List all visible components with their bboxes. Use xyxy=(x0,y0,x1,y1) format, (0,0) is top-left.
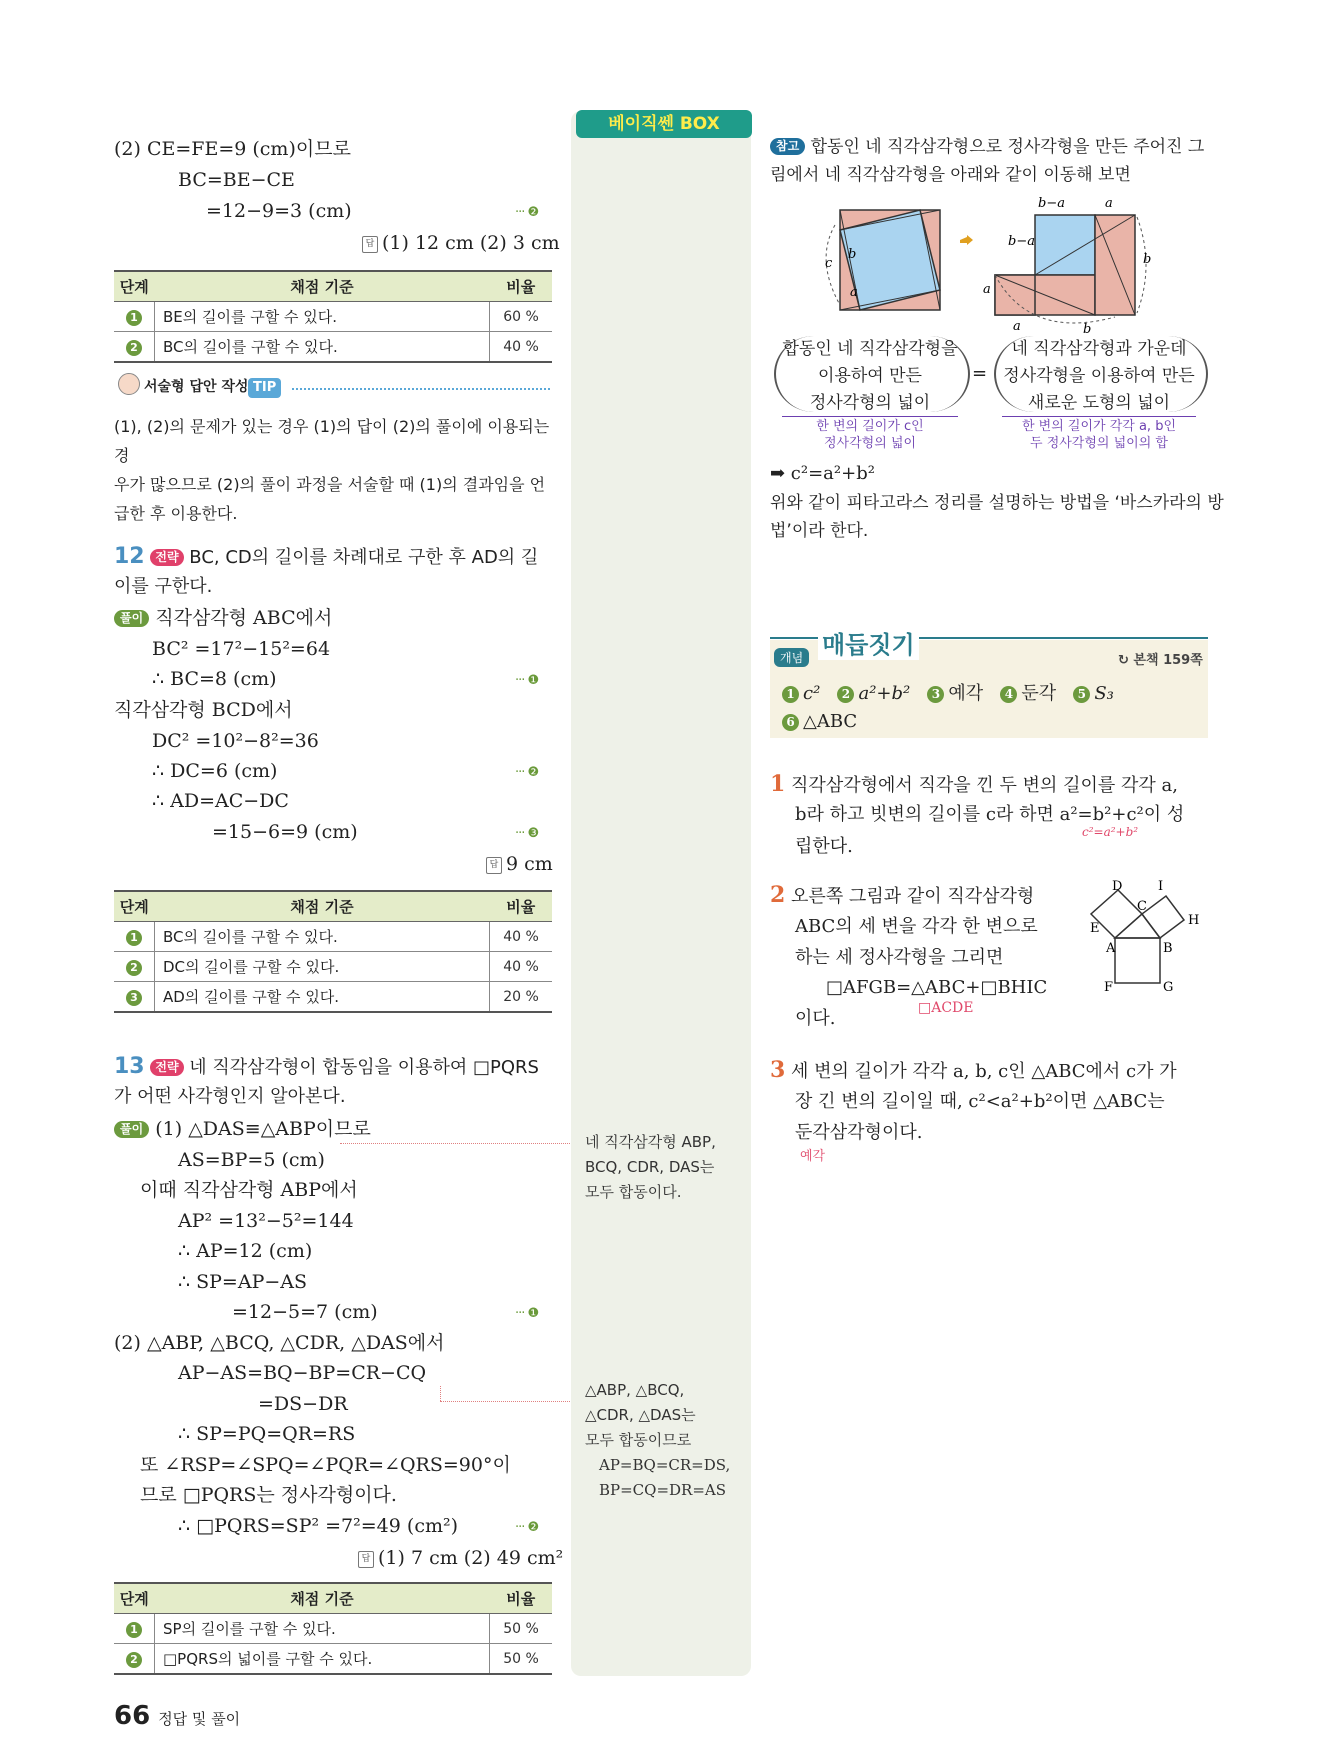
ref-text-3: 위와 같이 피타고라스 정리를 설명하는 방법을 ‘바스카라의 방 xyxy=(770,493,1224,513)
ref-text-4: 법’이라 한다. xyxy=(770,521,869,541)
side-box-title: 베이직쎈 BOX xyxy=(576,110,752,138)
q12-answer-text: 9 cm xyxy=(506,853,553,875)
q13-answer xyxy=(358,1546,563,1570)
under-left-line: 한 변의 길이가 c인 xyxy=(816,419,924,434)
item2-line1 xyxy=(770,880,1034,912)
tip-text-3: 급한 후 이용한다. xyxy=(114,504,238,523)
table-row xyxy=(114,952,552,982)
label-a: a xyxy=(1013,319,1021,334)
bhaskara-figure xyxy=(815,195,1165,335)
ref-result: ➡ c²=a²+b² xyxy=(770,463,875,484)
squares-figure xyxy=(1090,870,1220,995)
q13-line7: =12−5=7 (cm) xyxy=(232,1301,378,1323)
q12-line6: ∴ DC=6 (cm) xyxy=(152,760,278,782)
q12-line5: DC² =10²−8²=36 xyxy=(152,730,319,752)
q12-line4: 직각삼각형 BCD에서 xyxy=(114,699,293,721)
q13-line8: (2) △ABP, △BCQ, △CDR, △DAS에서 xyxy=(114,1332,445,1354)
criterion: AD의 길이를 구할 수 있다. xyxy=(155,982,490,1013)
table-row xyxy=(114,332,552,363)
side-note-1-line: 네 직각삼각형 ABP, xyxy=(585,1133,716,1151)
step-number: 2 xyxy=(126,960,142,976)
ratio: 50 % xyxy=(490,1614,553,1644)
item2-line5: 이다. xyxy=(795,1008,836,1029)
item2-line4: □AFGB=△ABC+□BHIC xyxy=(826,977,1048,998)
side-note-2-line: AP=BQ=CR=DS, xyxy=(599,1456,731,1474)
q11-line3: =12−9=3 (cm) xyxy=(206,200,352,222)
q11-line2: BC=BE−CE xyxy=(178,169,295,191)
th-ratio: 비율 xyxy=(490,891,553,922)
criteria-table-2 xyxy=(114,890,552,1013)
underline xyxy=(1002,416,1196,417)
page-footer xyxy=(114,1701,240,1731)
criteria-table-1 xyxy=(114,270,552,363)
concept-answers: 1 c² 2 a²+b² 3 예각 4 둔각 5 S₃ 6 △ABC xyxy=(782,680,1202,736)
footer-label: 정답 및 풀이 xyxy=(158,1710,241,1728)
table-row xyxy=(114,982,552,1013)
q13-line10: =DS−DR xyxy=(258,1393,348,1415)
connector-line xyxy=(340,1143,570,1144)
label-H: H xyxy=(1188,913,1200,928)
side-note-2-line: BP=CQ=DR=AS xyxy=(599,1481,727,1499)
concept-answer: c² xyxy=(803,683,821,704)
item1-line2: b라 하고 빗변의 길이를 c라 하면 a²=b²+c²이 성 xyxy=(795,804,1185,825)
ref-text-2: 림에서 네 직각삼각형을 아래와 같이 이동해 보면 xyxy=(770,165,1131,185)
concept-ref-text: 본책 159쪽 xyxy=(1133,653,1203,668)
q11-line1: (2) CE=FE=9 (cm)이므로 xyxy=(114,138,351,160)
tip-text-1: (1), (2)의 문제가 있는 경우 (1)의 답이 (2)의 풀이에 이용되는 경 xyxy=(114,417,550,465)
q13-line2: AS=BP=5 (cm) xyxy=(178,1149,325,1171)
q13-line12: 또 ∠RSP=∠SPQ=∠PQR=∠QRS=90°이 xyxy=(140,1454,511,1476)
criterion: DC의 길이를 구할 수 있다. xyxy=(155,952,490,982)
item2-number: 2 xyxy=(770,882,786,908)
tip-divider xyxy=(292,388,550,390)
eq-right xyxy=(994,336,1204,417)
answer-icon: 답 xyxy=(486,857,502,874)
eq-sign: = xyxy=(972,363,988,384)
answer-icon: 답 xyxy=(362,236,378,253)
item3-number: 3 xyxy=(770,1057,786,1083)
table-row xyxy=(114,922,552,952)
ratio: 60 % xyxy=(490,302,553,332)
under-right xyxy=(994,418,1204,452)
tip-text xyxy=(114,412,554,528)
step-number: 1 xyxy=(126,310,142,326)
item3-line2: 장 긴 변의 길이일 때, c²<a²+b²이면 △ABC는 xyxy=(795,1091,1165,1112)
under-right-line: 두 정사각형의 넓이의 합 xyxy=(1030,436,1168,451)
label-B: B xyxy=(1163,941,1173,956)
q12-mark-3: ··· ❸ xyxy=(515,826,539,841)
q13-mark-2: ··· ❷ xyxy=(515,1520,539,1535)
eq-right-line: 정사각형을 이용하여 만든 xyxy=(1003,366,1195,386)
label-I: I xyxy=(1158,879,1164,894)
item2-line2: ABC의 세 변을 각각 한 변으로 xyxy=(795,916,1038,937)
q13-line13: 므로 □PQRS는 정사각형이다. xyxy=(140,1484,397,1506)
label-a: a xyxy=(1105,196,1113,211)
q12-mark-1: ··· ❶ xyxy=(515,673,539,688)
under-left xyxy=(774,418,966,452)
step-number: 1 xyxy=(126,930,142,946)
concept-answer: △ABC xyxy=(803,711,858,732)
q12-line3: ∴ BC=8 (cm) xyxy=(152,668,277,690)
item1-l1: 직각삼각형에서 직각을 낀 두 변의 길이를 각각 a, xyxy=(791,775,1178,796)
item3-line3: 둔각삼각형이다. xyxy=(795,1122,923,1143)
side-note-2-line: △CDR, △DAS는 xyxy=(585,1406,696,1424)
tip-badge: TIP xyxy=(248,378,281,398)
refresh-icon: ↻ xyxy=(1118,653,1134,668)
th-step: 단계 xyxy=(114,1583,155,1614)
ref-tag: 참고 xyxy=(770,138,805,155)
q13-mark-1: ··· ❶ xyxy=(515,1306,539,1321)
label-a: a xyxy=(983,282,991,297)
solution-tag: 풀이 xyxy=(114,610,149,627)
item3-l1: 세 변의 길이가 각각 a, b, c인 △ABC에서 c가 가 xyxy=(791,1061,1177,1082)
eq-left-line: 정사각형의 넓이 xyxy=(809,393,931,413)
table-row xyxy=(114,1644,552,1675)
underline xyxy=(782,416,958,417)
q12-number: 12 xyxy=(114,544,145,569)
q13-line1 xyxy=(114,1117,371,1141)
q13-line9: AP−AS=BQ−BP=CR−CQ xyxy=(178,1362,427,1384)
q12-l1: 직각삼각형 ABC에서 xyxy=(155,607,333,629)
concept-ref xyxy=(1118,649,1203,668)
th-crit: 채점 기준 xyxy=(155,271,490,302)
item2-l1: 오른쪽 그림과 같이 직각삼각형 xyxy=(791,886,1035,907)
connector-line xyxy=(440,1401,570,1402)
label-D: D xyxy=(1112,879,1123,894)
under-right-line: 한 변의 길이가 각각 a, b인 xyxy=(1021,419,1177,434)
q12-answer xyxy=(486,852,553,876)
q12-strategy xyxy=(114,545,538,570)
side-note-2-line: △ABP, △BCQ, xyxy=(585,1381,685,1399)
eq-right-line: 새로운 도형의 넓이 xyxy=(1027,393,1171,413)
th-step: 단계 xyxy=(114,271,155,302)
under-left-line: 정사각형의 넓이 xyxy=(823,436,917,451)
concept-tag: 개념 xyxy=(774,648,809,667)
table-row xyxy=(114,1614,552,1644)
label-A: A xyxy=(1106,941,1116,956)
criteria-table-3 xyxy=(114,1582,552,1675)
th-ratio: 비율 xyxy=(490,271,553,302)
item2-correction: □ACDE xyxy=(918,1000,974,1016)
step-number: 2 xyxy=(126,340,142,356)
ratio: 40 % xyxy=(490,332,553,363)
step-number: 2 xyxy=(126,1652,142,1668)
q11-answer xyxy=(362,231,560,255)
label-b: b xyxy=(848,247,857,262)
side-note-1-line: BCQ, CDR, DAS는 xyxy=(585,1158,715,1176)
item1-line1 xyxy=(770,769,1178,801)
connector-line xyxy=(440,1386,441,1401)
label-b-minus-a: b−a xyxy=(1008,234,1035,249)
label-b: b xyxy=(1143,252,1152,267)
page-number: 66 xyxy=(114,1701,151,1731)
concept-answer: S₃ xyxy=(1094,683,1114,704)
q11-mark: ··· ❷ xyxy=(515,205,539,220)
q13-strategy xyxy=(114,1055,539,1080)
concept-answer: 예각 xyxy=(948,683,984,704)
solution-tag: 풀이 xyxy=(114,1121,149,1138)
eq-right-line: 네 직각삼각형과 가운데 xyxy=(1011,339,1187,359)
q13-l1: (1) △DAS≡△ABP이므로 xyxy=(155,1118,371,1140)
q12-line8: =15−6=9 (cm) xyxy=(212,821,358,843)
q13-line5: ∴ AP=12 (cm) xyxy=(178,1240,313,1262)
q11-answer-text: (1) 12 cm (2) 3 cm xyxy=(382,232,560,254)
concept-answer: a²+b² xyxy=(858,683,911,704)
side-note-2 xyxy=(585,1378,730,1503)
item1-number: 1 xyxy=(770,771,786,797)
ref-text-1-body: 합동인 네 직각삼각형으로 정사각형을 만든 주어진 그 xyxy=(810,137,1205,157)
th-crit: 채점 기준 xyxy=(155,1583,490,1614)
side-note-2-line: 모두 합동이므로 xyxy=(585,1431,692,1449)
q13-strategy-1: 네 직각삼각형이 합동임을 이용하여 □PQRS xyxy=(189,1057,539,1078)
q12-mark-2: ··· ❷ xyxy=(515,765,539,780)
item2-line3: 하는 세 정사각형을 그리면 xyxy=(795,947,1004,968)
th-ratio: 비율 xyxy=(490,1583,553,1614)
criterion: BE의 길이를 구할 수 있다. xyxy=(155,302,490,332)
q12-strategy-2: 이를 구한다. xyxy=(114,576,213,597)
concept-title: 매듭짓기 xyxy=(818,625,919,660)
tip-mascot-icon xyxy=(118,373,140,395)
q13-number: 13 xyxy=(114,1054,145,1079)
q13-line14: ∴ □PQRS=SP² =7²=49 (cm²) xyxy=(178,1515,458,1537)
criterion: SP의 길이를 구할 수 있다. xyxy=(155,1614,490,1644)
tip-label: 서술형 답안 작성 xyxy=(144,379,249,395)
step-number: 3 xyxy=(126,990,142,1006)
strategy-tag: 전략 xyxy=(150,549,183,566)
q12-line7: ∴ AD=AC−DC xyxy=(152,790,289,812)
concept-answer: 둔각 xyxy=(1021,683,1057,704)
side-note-1-line: 모두 합동이다. xyxy=(585,1183,682,1201)
label-a: a xyxy=(850,285,858,300)
answer-icon: 답 xyxy=(358,1551,374,1568)
ratio: 40 % xyxy=(490,922,553,952)
eq-left-line: 이용하여 만든 xyxy=(818,366,922,386)
q13-strategy-2: 가 어떤 사각형인지 알아본다. xyxy=(114,1086,346,1107)
eq-left xyxy=(774,336,966,417)
q13-line11: ∴ SP=PQ=QR=RS xyxy=(178,1423,356,1445)
q12-strategy-1: BC, CD의 길이를 차례대로 구한 후 AD의 길 xyxy=(189,547,539,568)
label-b: b xyxy=(1083,322,1092,335)
label-G: G xyxy=(1163,980,1174,995)
th-step: 단계 xyxy=(114,891,155,922)
step-number: 1 xyxy=(126,1622,142,1638)
q13-line6: ∴ SP=AP−AS xyxy=(178,1271,308,1293)
criterion: BC의 길이를 구할 수 있다. xyxy=(155,922,490,952)
item3-correction: 예각 xyxy=(800,1149,826,1164)
q13-answer-text: (1) 7 cm (2) 49 cm² xyxy=(378,1547,564,1569)
criterion: BC의 길이를 구할 수 있다. xyxy=(155,332,490,363)
label-F: F xyxy=(1104,980,1114,995)
item1-correction: c²=a²+b² xyxy=(1082,825,1139,839)
strategy-tag: 전략 xyxy=(150,1059,183,1076)
ratio: 50 % xyxy=(490,1644,553,1675)
ref-text-1 xyxy=(770,132,1204,163)
q12-line2: BC² =17²−15²=64 xyxy=(152,638,331,660)
eq-left-line: 합동인 네 직각삼각형을 xyxy=(782,339,958,359)
label-E: E xyxy=(1090,921,1100,936)
label-b-minus-a: b−a xyxy=(1038,196,1065,211)
side-note-1 xyxy=(585,1130,716,1205)
item1-line3: 립한다. xyxy=(795,836,853,857)
criterion: □PQRS의 넓이를 구할 수 있다. xyxy=(155,1644,490,1675)
q13-line4: AP² =13²−5²=144 xyxy=(178,1210,354,1232)
tip-text-2: 우가 많으므로 (2)의 풀이 과정을 서술할 때 (1)의 결과임을 언 xyxy=(114,475,546,494)
q13-line3: 이때 직각삼각형 ABP에서 xyxy=(140,1179,358,1201)
table-row xyxy=(114,302,552,332)
label-C: C xyxy=(1137,899,1147,914)
q12-line1 xyxy=(114,606,332,630)
item3-line1 xyxy=(770,1055,1177,1087)
ratio: 20 % xyxy=(490,982,553,1013)
ratio: 40 % xyxy=(490,952,553,982)
th-crit: 채점 기준 xyxy=(155,891,490,922)
label-c: c xyxy=(825,256,833,271)
